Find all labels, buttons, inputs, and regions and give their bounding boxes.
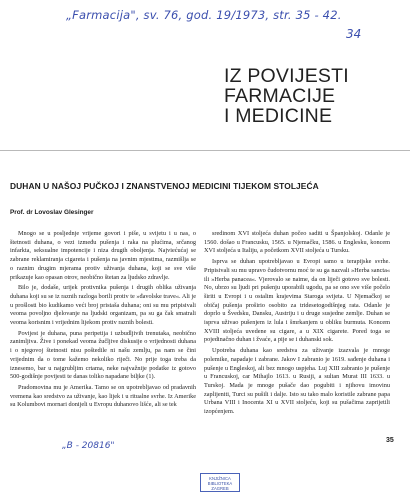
handwritten-reference: „Farmacija", sv. 76, god. 19/1973, str. 35 - 42. (66, 8, 342, 22)
paragraph: Upotreba duhana kao sredstva za uživanje izazvala je mnoge polemike, napadaje i zabrane. Jakov I zabranio je 1619. sađenje duhana i pušenje u Engleskoj, ali bez mnogo uspjeha. Luj XIII zabranio je pušenje u Francuskoj, car Mihajlo 1613. u Rusiji, a sultan Murat III 1633. u Turskoj. Mada je mnoge pušače dao pogubiti i njihovu imovinu zaplijeniti, Turci su pušili i dalje. Isto su tako malo koristile zabrane papa Urbana VIII i Inocenta XI u XVII stoljeću, koji su pušačima zaprijetili izopćenjem. (204, 347, 390, 416)
header-line-2: FARMACIJE (224, 85, 336, 107)
paragraph: sredinom XVI stoljeća duhan počeo saditi u Španjolskoj. Odanle je 1560. došao u Francusku, 1565. u Njemačku, 1586. u Englesku, koncem XVI stoljeća u Italiju, a početkom XVII stoljeća u Tursku. (204, 230, 390, 255)
header-line-1: IZ POVIJESTI (224, 65, 349, 87)
handwritten-registry-number: „B - 20816" (62, 441, 115, 451)
paragraph: Mnogo se u posljednje vrijeme govori i piše, u svijetu i u nas, o štetnosti duhana, o vezi između pušenja i raka na plućima, srčanog infarkta, seksualne impotencije i niza drugih oboljenja. Najviećućaj se zabrane reklamiranja cigareta i pušenja na javnim mjestima, razmišlja se o raznim drugim mjerama protiv uživanja duhana, koji se sve više prikazuje kao opasan otrov, neobično štetan za ljudsko zdravlje. (10, 230, 196, 281)
paragraph: Bilo je, dodaše, urijek protivnika pušenja i drugih oblika uživanja duhana koji su se iz raznih razloga borili protiv te »đavolske trave«. Ali je u prošlosti bio kudikamo veći broj pristaša duhana; oni su mu pripisivali veoma povoljno djelovanje na ljudski organizam, pa su ga čak smatrali veoma korisnim i vrijednim lijekom protiv raznih bolesti. (10, 284, 196, 327)
stamp-line: ZAGREB (211, 485, 229, 491)
article-author: Prof. dr Lovoslav Glesinger (10, 209, 94, 216)
stamp-line: KNJIŽNICA (209, 476, 231, 481)
header-line-3: I MEDICINE (224, 105, 333, 127)
page-number: 35 (386, 437, 394, 444)
section-header (0, 46, 410, 151)
article-title: DUHAN U NAŠOJ PUČKOJ I ZNANSTVENOJ MEDICINI TIJEKOM STOLJEĆA (10, 181, 319, 191)
paragraph: Pradomovina mu je Amerika. Tamo se on upotrebljavao od pradavnih vremena kao sredstvo za uživanje, kao lijek i u ritualne svrhe. Iz Amerike su Kolumbovi mornari donijeli u Evropu duhanovo lišće, ali se tek (10, 383, 196, 409)
paragraph: Isprva se duhan upotrebljavao u Evropi samo u terapijske svrhe. Pripisivali su mu upravo čudotvornu moć te su ga nazvali »Herba sancta« ili »Herba panacea«. Vjerovalo se naime, da on liječi gotovo sve bolesti. No, ubrzo su ljudi pri pušenju uporabili ugodu, pa se ono sve više počelo širiti u Evropi i u ostalim krajevima Starogа svijeta. U Njemačkoj se običaj pušenja proširio osobito za tridesetogodišnjeg rata. Odanle je doprlo u Švedsku, Dansku, Austriju i u druge susjedne zemlje. Duhan se isprva uživao pušenjem iz lula i šmrkanjem u obliku burmuta. Koncem XVIII stoljeća uvedene su cigare, a u XIX cigarete. Pored toga se pojedinačno duhan i žvaće, a pije se i duhanski sok. (204, 258, 390, 344)
article-column-left (10, 230, 196, 412)
paragraph: Povijest je duhana, puna peripetija i uzbudljivih trenutaka, neobično zanimljiva. Žive i ponekad veoma žučljive diskusije o vrijednosti duhana i o njegovoj štetnosti nisu poštedile ni našu zemlju, pa nam se čini vrijednim da o tome kažemo nekoliko riječi. No prije toga treba da iznesemo, bar u najgrubljim crtama, neke najvažnije podatke iz gotovo 500-godišnje povijesti te danas toliko napadane biljke (1). (10, 329, 196, 381)
article-column-right (204, 230, 390, 419)
library-stamp (200, 473, 240, 492)
stamp-line: BIBLIOTEKA (207, 480, 233, 486)
handwritten-page-mark: 34 (346, 27, 362, 41)
